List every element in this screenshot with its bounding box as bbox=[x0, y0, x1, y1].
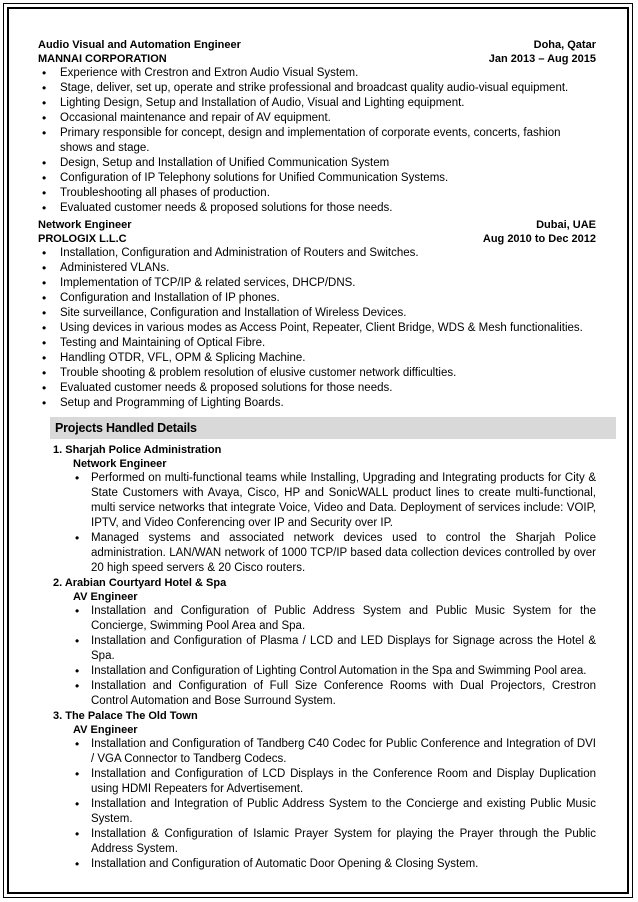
project-entry-3 bbox=[53, 709, 596, 872]
job-title: Network Engineer bbox=[38, 219, 132, 231]
job-header bbox=[38, 218, 596, 232]
list-item: • Installation, Configuration and Administration of Routers and Switches. bbox=[38, 246, 596, 261]
list-item: • Handling OTDR, VFL, OPM & Splicing Machine. bbox=[38, 351, 596, 366]
job-duties-list bbox=[38, 66, 596, 216]
list-item: • Configuration of IP Telephony solutions for Unified Communication Systems. bbox=[38, 171, 596, 186]
job-dates: Aug 2010 to Dec 2012 bbox=[482, 233, 596, 245]
job-title: Audio Visual and Automation Engineer bbox=[38, 39, 241, 51]
list-item: • Design, Setup and Installation of Unified Communication System bbox=[38, 156, 596, 171]
section-heading-projects: Projects Handled Details bbox=[50, 417, 616, 439]
list-item: • Lighting Design, Setup and Installation of Audio, Visual and Lighting equipment. bbox=[38, 96, 596, 111]
list-item: • Managed systems and associated network devices used to control the Sharjah Police administration. LAN/WAN network of 1000 TCP/IP based data collection devices controlled by over 20 high speed servers & 20 Cisco routers. bbox=[71, 531, 596, 576]
list-item: • Testing and Maintaining of Optical Fibre. bbox=[38, 336, 596, 351]
project-role: AV Engineer bbox=[73, 591, 138, 603]
list-item: • Installation & Configuration of Islamic Prayer System for playing the Prayer through the Public Address System. bbox=[71, 827, 596, 857]
project-role: AV Engineer bbox=[73, 724, 138, 736]
job-duties-list bbox=[38, 246, 596, 411]
list-item: • Installation and Configuration of Tandberg C40 Codec for Public Conference and Integration of DVI / VGA Connector to Tandberg Codecs. bbox=[71, 737, 596, 767]
project-title: 1. Sharjah Police Administration bbox=[53, 444, 222, 456]
job-subheader bbox=[38, 52, 596, 66]
list-item: • Installation and Configuration of Lighting Control Automation in the Spa and Swimming Pool area. bbox=[71, 664, 596, 679]
list-item: • Using devices in various modes as Access Point, Repeater, Client Bridge, WDS & Mesh functionalities. bbox=[38, 321, 596, 336]
list-item: • Installation and Configuration of Plasma / LCD and LED Displays for Signage across the Hotel & Spa. bbox=[71, 634, 596, 664]
job-dates: Jan 2013 – Aug 2015 bbox=[488, 53, 596, 65]
list-item: • Installation and Configuration of LCD Displays in the Conference Room and Display Duplication using HDMI Repeaters for Advertisement. bbox=[71, 767, 596, 797]
list-item: • Installation and Integration of Public Address System to the Concierge and existing Public Music System. bbox=[71, 797, 596, 827]
list-item: • Setup and Programming of Lighting Boards. bbox=[38, 396, 596, 411]
list-item: • Evaluated customer needs & proposed solutions for those needs. bbox=[38, 201, 596, 216]
list-item: • Installation and Configuration of Full Size Conference Rooms with Dual Projectors, Crestron Control Automation and Bose Surround System. bbox=[71, 679, 596, 709]
project-tasks-list bbox=[71, 604, 596, 709]
project-entry-1 bbox=[53, 443, 596, 576]
list-item: • Stage, deliver, set up, operate and strike professional and broadcast quality audio-visual equipment. bbox=[38, 81, 596, 96]
list-item: • Configuration and Installation of IP phones. bbox=[38, 291, 596, 306]
project-title: 3. The Palace The Old Town bbox=[53, 710, 198, 722]
project-role: Network Engineer bbox=[73, 458, 167, 470]
company-name: MANNAI CORPORATION bbox=[38, 53, 167, 65]
list-item: • Troubleshooting all phases of production. bbox=[38, 186, 596, 201]
company-name: PROLOGIX L.L.C bbox=[38, 233, 127, 245]
list-item: • Experience with Crestron and Extron Audio Visual System. bbox=[38, 66, 596, 81]
list-item: • Implementation of TCP/IP & related services, DHCP/DNS. bbox=[38, 276, 596, 291]
project-tasks-list bbox=[71, 737, 596, 872]
job-entry-2 bbox=[38, 218, 596, 411]
list-item: • Occasional maintenance and repair of AV equipment. bbox=[38, 111, 596, 126]
job-entry-1 bbox=[38, 38, 596, 216]
project-entry-2 bbox=[53, 576, 596, 709]
list-item: • Site surveillance, Configuration and Installation of Wireless Devices. bbox=[38, 306, 596, 321]
job-location: Doha, Qatar bbox=[533, 39, 596, 51]
list-item: • Trouble shooting & problem resolution of elusive customer network difficulties. bbox=[38, 366, 596, 381]
project-title: 2. Arabian Courtyard Hotel & Spa bbox=[53, 577, 227, 589]
list-item: • Primary responsible for concept, design and implementation of corporate events, concerts, fashion shows and stage. bbox=[38, 126, 596, 156]
resume-content bbox=[38, 38, 596, 872]
list-item: • Installation and Configuration of Public Address System and Public Music System for the Concierge, Swimming Pool Area and Spa. bbox=[71, 604, 596, 634]
list-item: • Performed on multi-functional teams while Installing, Upgrading and Integrating products for City & State Customers with Avaya, Cisco, HP and SonicWALL product lines to create multi-functional, multi service networks that integrate Voice, Video and Data. Deployment of services include: VOIP, IPTV, and Video Conferencing over IP and Security over IP. bbox=[71, 471, 596, 531]
list-item: • Evaluated customer needs & proposed solutions for those needs. bbox=[38, 381, 596, 396]
job-location: Dubai, UAE bbox=[536, 219, 596, 231]
job-subheader bbox=[38, 232, 596, 246]
list-item: • Installation and Configuration of Automatic Door Opening & Closing System. bbox=[71, 857, 596, 872]
list-item: • Administered VLANs. bbox=[38, 261, 596, 276]
project-tasks-list bbox=[71, 471, 596, 576]
job-header bbox=[38, 38, 596, 52]
